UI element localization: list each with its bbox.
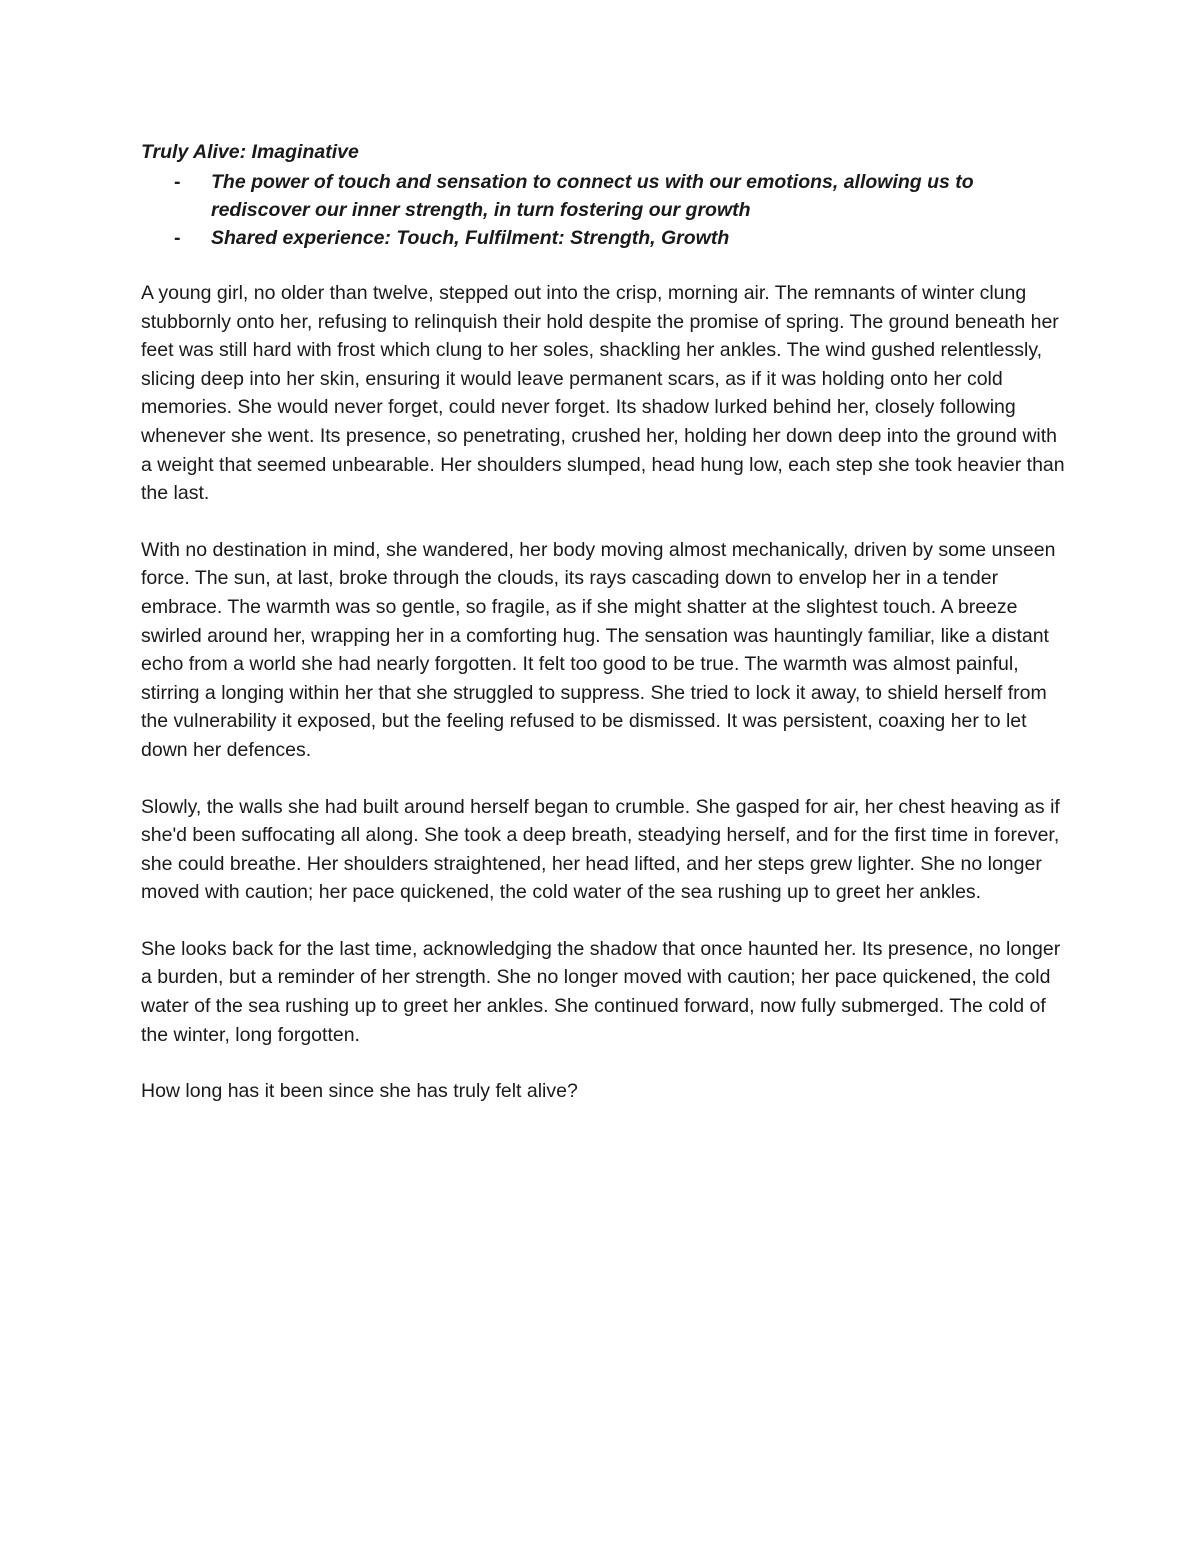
paragraph-2: With no destination in mind, she wandered, her body moving almost mechanically, driven by some unseen force. The sun, at last, broke through the clouds, its rays cascading down to envelop her in a tender embrace. The warmth was so gentle, so fragile, as if she might shatter at the slightest touch. A breeze swirled around her, wrapping her in a comforting hug. The sensation was hauntingly familiar, like a distant echo from a world she had nearly forgotten. It felt too good to be true. The warmth was almost painful, stirring a longing within her that she struggled to suppress. She tried to lock it away, to shield herself from the vulnerability it exposed, but the feeling refused to be dismissed. It was persistent, coaxing her to let down her defences. (141, 538, 1056, 761)
document-page (141, 138, 1071, 1134)
theme-bullet-list (141, 168, 1071, 252)
closing-question: How long has it been since she has truly felt alive? (141, 1080, 578, 1103)
document-title: Truly Alive: Imaginative (141, 141, 359, 163)
bullet-item-theme (141, 168, 1071, 224)
paragraph-4: She looks back for the last time, acknowledging the shadow that once haunted her. Its presence, no longer a burden, but a reminder of her strength. She no longer moved with caution; her pace quickened, the cold water of the sea rushing up to greet her ankles. She continued forward, now fully submerged. The cold of the winter, long forgotten. (141, 937, 1061, 1046)
bullet-dash: - (174, 227, 181, 249)
bullet-text: The power of touch and sensation to connect us with our emotions, allowing us to rediscover our inner strength, in turn fostering our growth (211, 171, 974, 221)
bullet-item-shared-experience (141, 224, 1071, 252)
bullet-text: Shared experience: Touch, Fulfilment: Strength, Growth (211, 227, 730, 249)
bullet-dash: - (174, 171, 181, 193)
paragraph-3: Slowly, the walls she had built around herself began to crumble. She gasped for air, her chest heaving as if she'd been suffocating all along. She took a deep breath, steadying herself, and for the first time in forever, she could breathe. Her shoulders straightened, her head lifted, and her steps grew lighter. She no longer moved with caution; her pace quickened, the cold water of the sea rushing up to greet her ankles. (141, 795, 1060, 904)
paragraph-1: A young girl, no older than twelve, stepped out into the crisp, morning air. The remnants of winter clung stubbornly onto her, refusing to relinquish their hold despite the promise of spring. The ground beneath her feet was still hard with frost which clung to her soles, shackling her ankles. The wind gushed relentlessly, slicing deep into her skin, ensuring it would leave permanent scars, as if it was holding onto her cold memories. She would never forget, could never forget. Its shadow lurked behind her, closely following whenever she went. Its presence, so penetrating, crushed her, holding her down deep into the ground with a weight that seemed unbearable. Her shoulders slumped, head hung low, each step she took heavier than the last. (141, 282, 1065, 505)
